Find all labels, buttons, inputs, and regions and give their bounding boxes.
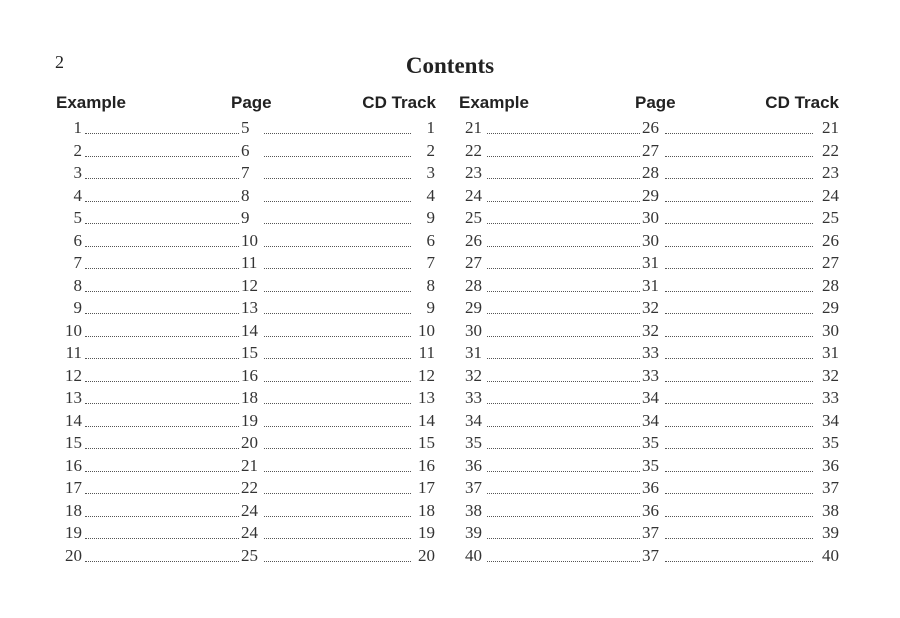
example-number: 25 xyxy=(465,207,483,230)
cd-track-number: 1 xyxy=(425,117,436,140)
example-number: 27 xyxy=(465,252,483,275)
toc-entry xyxy=(459,545,841,568)
cd-track-number: 2 xyxy=(425,140,436,163)
cd-track-number: 11 xyxy=(417,342,435,365)
toc-entry xyxy=(459,365,841,388)
example-number: 18 xyxy=(65,500,83,523)
toc-entry xyxy=(459,455,841,478)
toc-entry xyxy=(56,455,438,478)
dot-leader xyxy=(487,448,642,449)
page-ref: 10 xyxy=(240,230,259,253)
cd-track-number: 21 xyxy=(820,117,839,140)
dot-leader xyxy=(665,336,813,337)
cd-track-number: 25 xyxy=(820,207,839,230)
page-ref: 9 xyxy=(240,207,251,230)
dot-leader xyxy=(85,246,241,247)
example-number: 17 xyxy=(65,477,83,500)
header-example: Example xyxy=(459,93,529,112)
dot-leader xyxy=(665,448,813,449)
example-number: 26 xyxy=(465,230,483,253)
dot-leader xyxy=(665,268,813,269)
toc-entry xyxy=(459,320,841,343)
example-number: 15 xyxy=(65,432,83,455)
cd-track-number: 4 xyxy=(425,185,436,208)
header-example: Example xyxy=(56,93,126,112)
page-ref: 37 xyxy=(641,522,660,545)
page-ref: 28 xyxy=(641,162,660,185)
header-page: Page xyxy=(635,93,676,112)
toc-entry xyxy=(459,387,841,410)
cd-track-number: 39 xyxy=(820,522,839,545)
dot-leader xyxy=(85,268,241,269)
dot-leader xyxy=(85,561,241,562)
dot-leader xyxy=(264,313,411,314)
example-number: 30 xyxy=(465,320,483,343)
dot-leader xyxy=(665,133,813,134)
dot-leader xyxy=(487,133,642,134)
example-number: 21 xyxy=(465,117,483,140)
example-number: 5 xyxy=(74,207,84,230)
page-ref: 34 xyxy=(641,387,660,410)
dot-leader xyxy=(264,223,411,224)
example-number: 31 xyxy=(465,342,483,365)
cd-track-number: 40 xyxy=(820,545,839,568)
toc-rows-right xyxy=(459,117,841,567)
cd-track-number: 19 xyxy=(416,522,435,545)
dot-leader xyxy=(264,516,411,517)
toc-entry xyxy=(56,207,438,230)
dot-leader xyxy=(264,538,411,539)
cd-track-number: 12 xyxy=(416,365,435,388)
example-number: 14 xyxy=(65,410,83,433)
dot-leader xyxy=(85,133,241,134)
example-number: 12 xyxy=(65,365,83,388)
page-ref: 7 xyxy=(240,162,251,185)
example-number: 20 xyxy=(65,545,83,568)
page-ref: 36 xyxy=(641,500,660,523)
cd-track-number: 36 xyxy=(820,455,839,478)
page-ref: 15 xyxy=(240,342,259,365)
cd-track-number: 16 xyxy=(416,455,435,478)
dot-leader xyxy=(487,493,642,494)
toc-entry xyxy=(56,140,438,163)
dot-leader xyxy=(264,268,411,269)
dot-leader xyxy=(264,448,411,449)
dot-leader xyxy=(264,336,411,337)
cd-track-number: 9 xyxy=(425,297,436,320)
example-number: 8 xyxy=(74,275,84,298)
dot-leader xyxy=(264,133,411,134)
toc-entry xyxy=(459,140,841,163)
page-ref: 19 xyxy=(240,410,259,433)
cd-track-number: 22 xyxy=(820,140,839,163)
page-number: 2 xyxy=(55,52,64,72)
page-ref: 6 xyxy=(240,140,251,163)
dot-leader xyxy=(85,448,241,449)
cd-track-number: 7 xyxy=(425,252,436,275)
dot-leader xyxy=(487,178,642,179)
dot-leader xyxy=(487,471,642,472)
dot-leader xyxy=(85,313,241,314)
dot-leader xyxy=(85,201,241,202)
example-number: 2 xyxy=(74,140,84,163)
toc-entry xyxy=(56,162,438,185)
toc-entry xyxy=(56,387,438,410)
dot-leader xyxy=(264,426,411,427)
example-number: 19 xyxy=(65,522,83,545)
dot-leader xyxy=(264,561,411,562)
dot-leader xyxy=(665,156,813,157)
dot-leader xyxy=(665,313,813,314)
toc-entry xyxy=(459,432,841,455)
page-ref: 29 xyxy=(641,185,660,208)
example-number: 39 xyxy=(465,522,483,545)
example-number: 34 xyxy=(465,410,483,433)
dot-leader xyxy=(487,358,642,359)
dot-leader xyxy=(264,178,411,179)
cd-track-number: 28 xyxy=(820,275,839,298)
example-number: 22 xyxy=(465,140,483,163)
page-ref: 21 xyxy=(240,455,259,478)
example-number: 37 xyxy=(465,477,483,500)
dot-leader xyxy=(85,336,241,337)
example-number: 10 xyxy=(65,320,83,343)
cd-track-number: 35 xyxy=(820,432,839,455)
example-number: 7 xyxy=(74,252,84,275)
toc-entry xyxy=(459,207,841,230)
dot-leader xyxy=(487,246,642,247)
toc-entry xyxy=(56,320,438,343)
dot-leader xyxy=(264,381,411,382)
cd-track-number: 24 xyxy=(820,185,839,208)
cd-track-number: 33 xyxy=(820,387,839,410)
dot-leader xyxy=(665,223,813,224)
page-ref: 13 xyxy=(240,297,259,320)
dot-leader xyxy=(665,516,813,517)
dot-leader xyxy=(665,538,813,539)
page-ref: 30 xyxy=(641,230,660,253)
page-ref: 14 xyxy=(240,320,259,343)
page-ref: 26 xyxy=(641,117,660,140)
toc-entry xyxy=(459,342,841,365)
page-ref: 35 xyxy=(641,455,660,478)
cd-track-number: 29 xyxy=(820,297,839,320)
dot-leader xyxy=(665,471,813,472)
cd-track-number: 32 xyxy=(820,365,839,388)
dot-leader xyxy=(264,493,411,494)
cd-track-number: 38 xyxy=(820,500,839,523)
toc-entry xyxy=(56,410,438,433)
example-number: 28 xyxy=(465,275,483,298)
page-ref: 33 xyxy=(641,342,660,365)
toc-entry xyxy=(459,185,841,208)
dot-leader xyxy=(665,493,813,494)
toc-entry xyxy=(459,230,841,253)
example-number: 13 xyxy=(65,387,83,410)
dot-leader xyxy=(85,516,241,517)
dot-leader xyxy=(85,538,241,539)
page-title: Contents xyxy=(405,53,495,78)
example-number: 6 xyxy=(74,230,84,253)
page-ref: 18 xyxy=(240,387,259,410)
example-number: 23 xyxy=(465,162,483,185)
page-ref: 24 xyxy=(240,522,259,545)
dot-leader xyxy=(264,201,411,202)
cd-track-number: 10 xyxy=(416,320,435,343)
cd-track-number: 34 xyxy=(820,410,839,433)
cd-track-number: 30 xyxy=(820,320,839,343)
example-number: 16 xyxy=(65,455,83,478)
dot-leader xyxy=(487,291,642,292)
cd-track-number: 8 xyxy=(425,275,436,298)
toc-entry xyxy=(459,522,841,545)
example-number: 36 xyxy=(465,455,483,478)
toc-entry xyxy=(459,275,841,298)
cd-track-number: 31 xyxy=(820,342,839,365)
example-number: 3 xyxy=(74,162,84,185)
toc-entry xyxy=(459,500,841,523)
toc-entry xyxy=(459,477,841,500)
cd-track-number: 3 xyxy=(425,162,436,185)
cd-track-number: 37 xyxy=(820,477,839,500)
page-ref: 27 xyxy=(641,140,660,163)
page-ref: 34 xyxy=(641,410,660,433)
dot-leader xyxy=(665,291,813,292)
toc-entry xyxy=(56,522,438,545)
example-number: 11 xyxy=(66,342,83,365)
example-number: 35 xyxy=(465,432,483,455)
example-number: 40 xyxy=(465,545,483,568)
example-number: 32 xyxy=(465,365,483,388)
toc-entry xyxy=(56,500,438,523)
toc-entry xyxy=(56,117,438,140)
dot-leader xyxy=(487,268,642,269)
dot-leader xyxy=(665,246,813,247)
cd-track-number: 6 xyxy=(425,230,436,253)
dot-leader xyxy=(85,426,241,427)
toc-entry xyxy=(459,252,841,275)
example-number: 1 xyxy=(74,117,84,140)
dot-leader xyxy=(487,516,642,517)
dot-leader xyxy=(85,178,241,179)
toc-entry xyxy=(56,342,438,365)
page-ref: 37 xyxy=(641,545,660,568)
dot-leader xyxy=(665,201,813,202)
dot-leader xyxy=(665,358,813,359)
dot-leader xyxy=(487,426,642,427)
page-ref: 11 xyxy=(240,252,258,275)
dot-leader xyxy=(264,156,411,157)
cd-track-number: 13 xyxy=(416,387,435,410)
dot-leader xyxy=(487,561,642,562)
dot-leader xyxy=(487,201,642,202)
page-ref: 35 xyxy=(641,432,660,455)
example-number: 33 xyxy=(465,387,483,410)
dot-leader xyxy=(85,493,241,494)
cd-track-number: 27 xyxy=(820,252,839,275)
column-header xyxy=(459,93,841,117)
dot-leader xyxy=(665,403,813,404)
page-ref: 31 xyxy=(641,252,660,275)
example-number: 24 xyxy=(465,185,483,208)
example-number: 38 xyxy=(465,500,483,523)
toc-entry xyxy=(56,185,438,208)
dot-leader xyxy=(665,426,813,427)
toc-entry xyxy=(459,162,841,185)
cd-track-number: 15 xyxy=(416,432,435,455)
toc-entry xyxy=(459,297,841,320)
toc-entry xyxy=(56,545,438,568)
cd-track-number: 23 xyxy=(820,162,839,185)
toc-column-right xyxy=(459,93,841,567)
page-ref: 30 xyxy=(641,207,660,230)
toc-entry xyxy=(56,230,438,253)
toc-entry xyxy=(459,410,841,433)
toc-entry xyxy=(56,297,438,320)
page-ref: 36 xyxy=(641,477,660,500)
header-cd-track: CD Track xyxy=(362,93,436,112)
toc-entry xyxy=(56,365,438,388)
dot-leader xyxy=(487,156,642,157)
dot-leader xyxy=(264,403,411,404)
dot-leader xyxy=(487,538,642,539)
dot-leader xyxy=(264,358,411,359)
toc-entry xyxy=(459,117,841,140)
column-header xyxy=(56,93,438,117)
toc-entry xyxy=(56,432,438,455)
dot-leader xyxy=(85,381,241,382)
header-page: Page xyxy=(231,93,272,112)
dot-leader xyxy=(85,223,241,224)
dot-leader xyxy=(665,381,813,382)
header-cd-track: CD Track xyxy=(765,93,839,112)
toc-entry xyxy=(56,275,438,298)
cd-track-number: 9 xyxy=(425,207,436,230)
page-ref: 25 xyxy=(240,545,259,568)
page-ref: 24 xyxy=(240,500,259,523)
page-ref: 31 xyxy=(641,275,660,298)
dot-leader xyxy=(264,246,411,247)
example-number: 4 xyxy=(74,185,84,208)
page-ref: 8 xyxy=(240,185,251,208)
page-ref: 12 xyxy=(240,275,259,298)
dot-leader xyxy=(487,381,642,382)
dot-leader xyxy=(487,313,642,314)
dot-leader xyxy=(665,178,813,179)
dot-leader xyxy=(85,403,241,404)
dot-leader xyxy=(85,291,241,292)
toc-entry xyxy=(56,252,438,275)
page-ref: 22 xyxy=(240,477,259,500)
dot-leader xyxy=(85,471,241,472)
page-ref: 32 xyxy=(641,320,660,343)
toc-entry xyxy=(56,477,438,500)
example-number: 9 xyxy=(74,297,84,320)
page-ref: 32 xyxy=(641,297,660,320)
dot-leader xyxy=(264,291,411,292)
dot-leader xyxy=(85,156,241,157)
cd-track-number: 18 xyxy=(416,500,435,523)
page-ref: 16 xyxy=(240,365,259,388)
cd-track-number: 26 xyxy=(820,230,839,253)
dot-leader xyxy=(264,471,411,472)
example-number: 29 xyxy=(465,297,483,320)
dot-leader xyxy=(487,403,642,404)
page-ref: 33 xyxy=(641,365,660,388)
dot-leader xyxy=(665,561,813,562)
page-ref: 20 xyxy=(240,432,259,455)
toc-rows-left xyxy=(56,117,438,567)
cd-track-number: 17 xyxy=(416,477,435,500)
cd-track-number: 14 xyxy=(416,410,435,433)
toc-column-left xyxy=(56,93,438,567)
page-ref: 5 xyxy=(240,117,251,140)
dot-leader xyxy=(85,358,241,359)
cd-track-number: 20 xyxy=(416,545,435,568)
dot-leader xyxy=(487,223,642,224)
dot-leader xyxy=(487,336,642,337)
